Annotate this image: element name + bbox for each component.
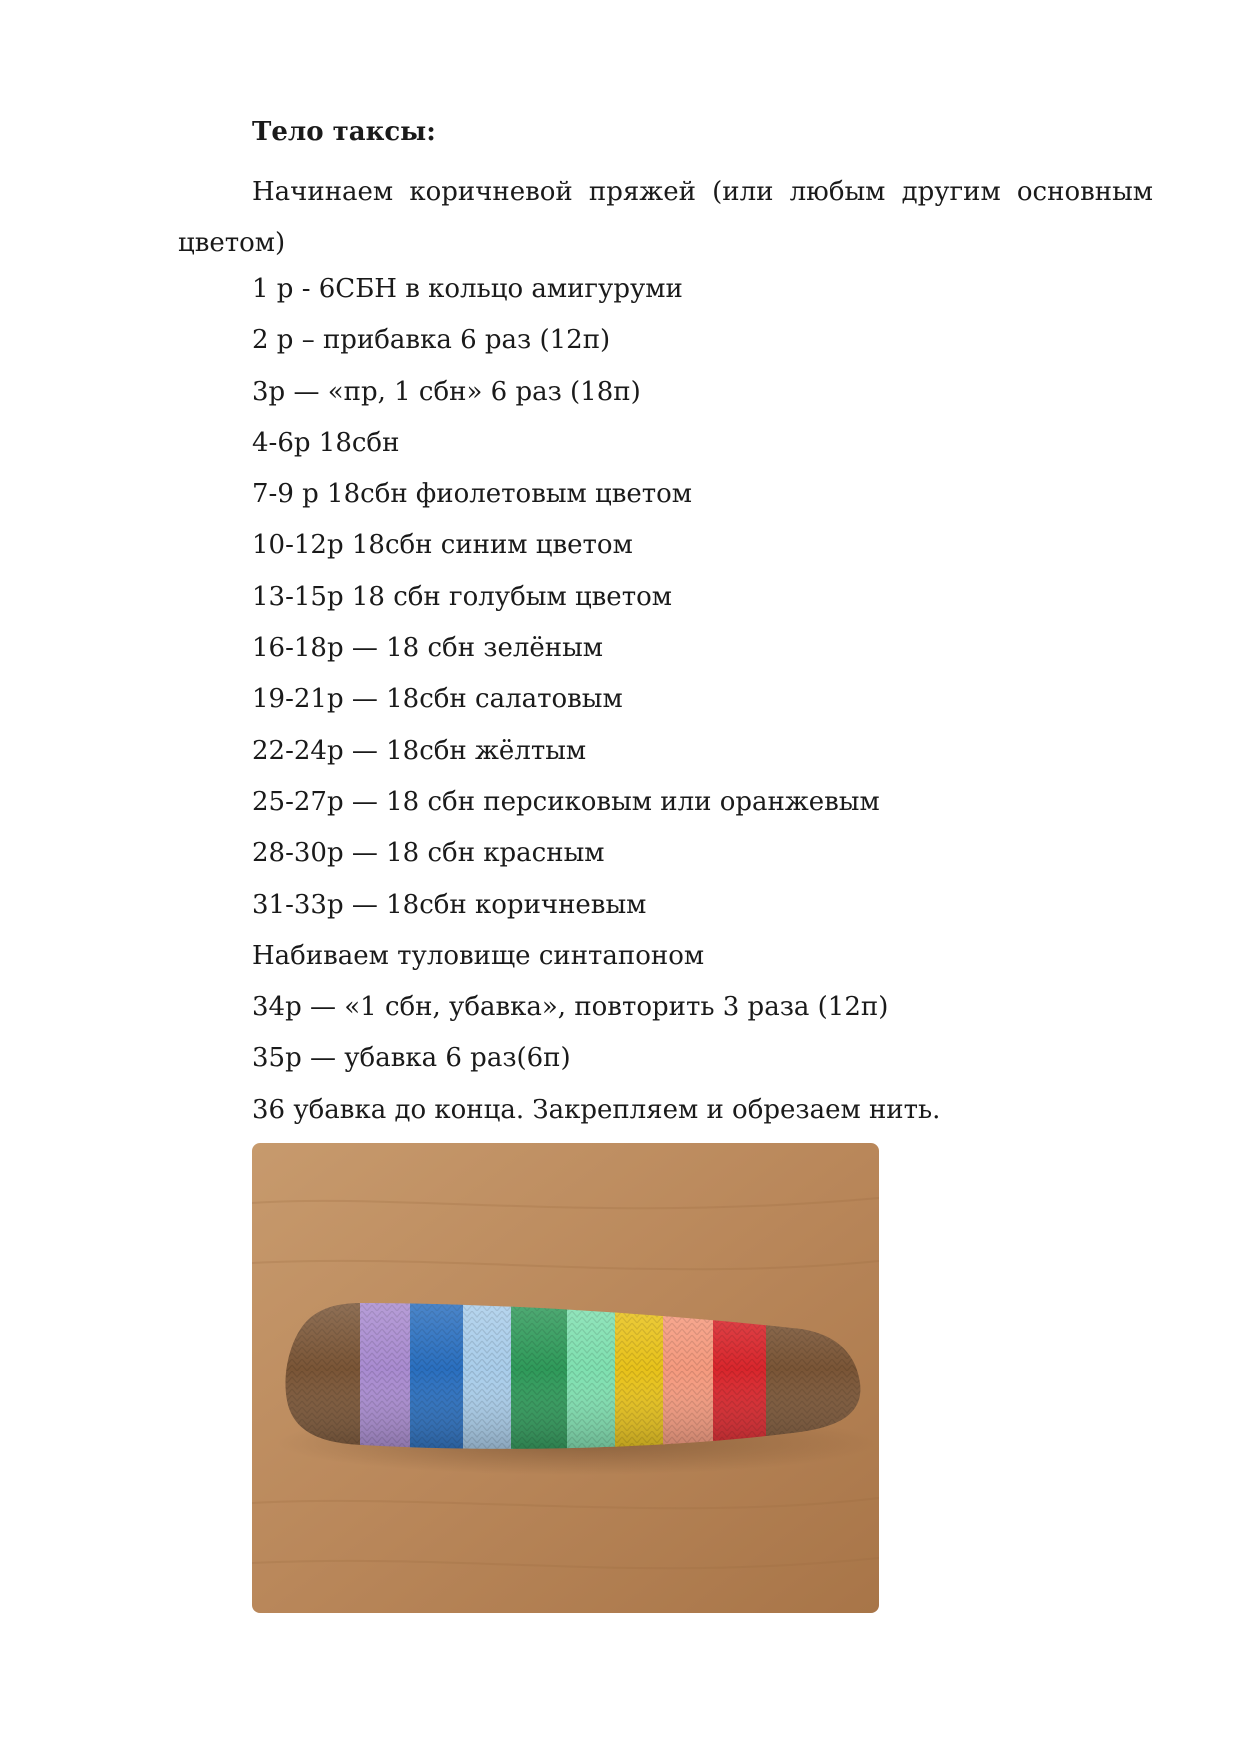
pattern-step: 16-18р — 18 сбн зелёным — [252, 633, 603, 664]
pattern-steps-list — [252, 264, 940, 1136]
pattern-step: 25-27р — 18 сбн персиковым или оранжевым — [252, 786, 880, 817]
pattern-step: 4-6р 18сбн — [252, 427, 400, 458]
pattern-step: 35р — убавка 6 раз(6п) — [252, 1043, 571, 1074]
crocheted-body-photo — [252, 1143, 879, 1613]
pattern-step: 19-21р — 18сбн салатовым — [252, 684, 623, 715]
intro-paragraph: Начинаем коричневой пряжей (или любым другим основным цветом) — [178, 177, 1153, 258]
section-heading: Тело таксы: — [252, 117, 436, 147]
pattern-step: 34р — «1 сбн, убавка», повторить 3 раза (12п) — [252, 992, 889, 1023]
pattern-step: 31-33р — 18сбн коричневым — [252, 889, 647, 920]
pattern-step: 13-15р 18 сбн голубым цветом — [252, 581, 672, 612]
pattern-step: Набиваем туловище синтапоном — [252, 940, 705, 971]
pattern-step: 10-12р 18сбн синим цветом — [252, 530, 633, 561]
pattern-step: 22-24р — 18сбн жёлтым — [252, 735, 587, 766]
pattern-step: 2 р – прибавка 6 раз (12п) — [252, 325, 611, 356]
pattern-step: 28-30р — 18 сбн красным — [252, 838, 605, 869]
pattern-step: 1 р - 6СБН в кольцо амигуруми — [252, 274, 683, 304]
pattern-step: 7-9 р 18сбн фиолетовым цветом — [252, 479, 693, 510]
pattern-step: 3р — «пр, 1 сбн» 6 раз (18п) — [252, 376, 641, 407]
photo-illustration — [252, 1143, 879, 1613]
pattern-step: 36 убавка до конца. Закрепляем и обрезаем нить. — [252, 1094, 941, 1125]
